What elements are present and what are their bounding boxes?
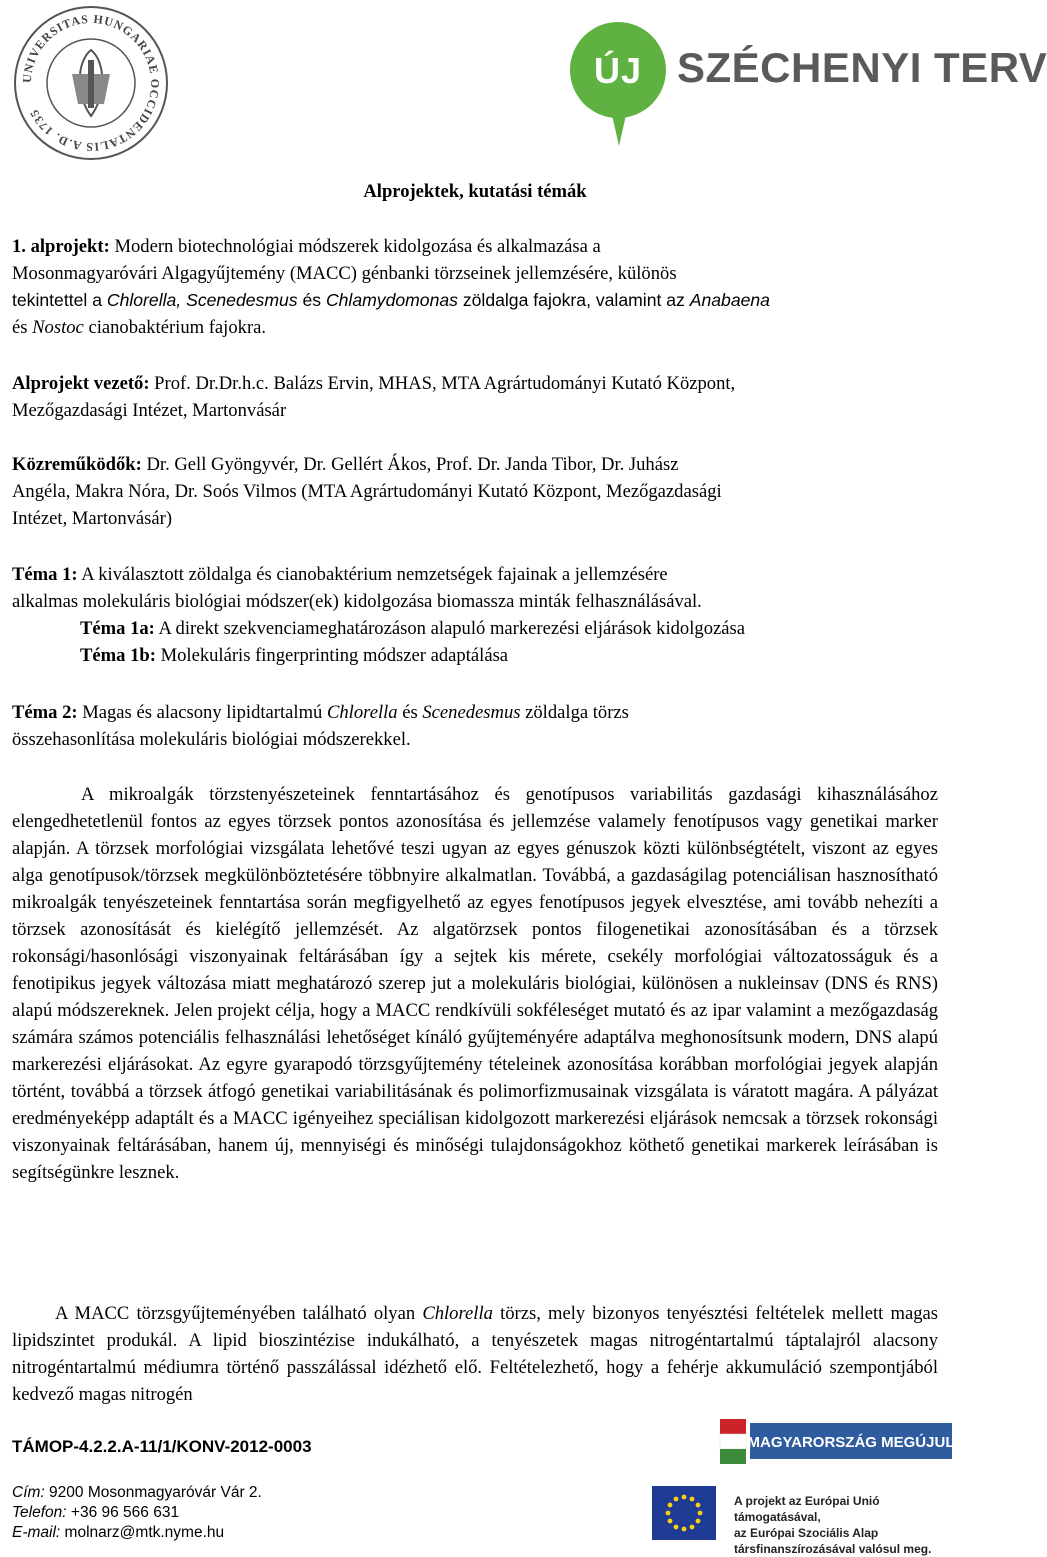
topic-1-block: [12, 561, 938, 669]
page-title: Alprojektek, kutatási témák: [363, 181, 587, 202]
body-paragraph: A mikroalgák törzstenyészeteinek fenntartásához és genotípusos variabilitás gazdasági kihasználásához elengedhetetlenül fontos az egyes törzsek pontos azonosítása és jellemzése valamely fenotípusos vagy genetikai marker alapján. A törzsek morfológiai vizsgálata lehetővé teszi ugyan az egyes génuszok közti különbségtételt, viszont az egyes alga genotípusok/törzsek megkülönböztetésére többnyire alkalmatlan. Továbbá, a gazdaságilag potenciálisan hasznosítható mikroalgák tenyészeteinek fenntartása során megfigyelhető az egyes fenotípusos jegyek elvesztése, ami tovább nehezíti a törzsek azonosítását és kielégítő jellemzését. Az algatörzsek pontos filogenetikai azonosításában és a törzsek rokonsági/hasonlósági viszonyainak feltárásában így a sejtek kis mérete, csekély morfológiai változatosságuk és a fenotipikus jegyek változása miatt meghatározó szerep jut a molekuláris biológiai, különösen a nukleinsav (DNS és RNS) alapú módszereknek. Jelen projekt célja, hogy a MACC rendkívüli sokféleséget mutató és az ipar valamint a mezőgazdaság számára számos potenciális felhasználási lehetőséget kínáló gyűjteményére adaptálva meghonosítsunk modern, DNS alapú markerezési eljárásokat. Az egyre gyarapodó törzsgyűjtemény tételeinek azonosítása korábban morfológiai jegyek alapján történt, továbbá a törzsek átfogó genetikai variabilitásának és polimorfizmusainak vizsgálata is váratott magára. A pályázat eredményeképp adaptált és a MACC igényeihez speciálisan kidolgozott markerezési eljárások nemcsak a törzsek rokonsági viszonyainak feltárásában, hanem új, mennyiségi és minőségi tulajdonságokhoz köthető genetikai markerek leírásában is segítségünkre lesznek.: [12, 784, 938, 1183]
subproject-label: 1. alprojekt:: [12, 236, 110, 257]
species-name: Chlorella: [326, 702, 398, 723]
topic-2-label: Téma 2:: [12, 702, 78, 723]
topic-1a-text: A direkt szekvenciameghatározáson alapuló markerezési eljárások kidolgozása: [154, 618, 745, 639]
phone-value: +36 96 566 631: [66, 1504, 180, 1521]
topic-1-text: A kiválasztott zöldalga és cianobaktérium nemzetségek fajainak a jellemzésére: [77, 564, 668, 585]
topic-1-label: Téma 1:: [12, 564, 78, 585]
text-run: és: [12, 317, 33, 338]
text-run: zöldalga fajokra, valamint az: [457, 290, 690, 310]
collaborators-label: Közreműködők:: [12, 454, 142, 475]
szechenyi-terv-logo: [565, 10, 1047, 160]
eu-support-text: [734, 1493, 960, 1557]
species-name: Chlorella, Scenedesmus: [106, 290, 298, 310]
collaborators-text: Intézet, Martonvásár): [12, 508, 173, 529]
leader-label: Alprojekt vezető:: [12, 373, 150, 394]
magyarorszag-megujul-banner: [720, 1417, 955, 1467]
project-code: TÁMOP-4.2.2.A-11/1/KONV-2012-0003: [12, 1437, 312, 1456]
eu-support-line: A projekt az Európai Unió támogatásával,: [734, 1494, 880, 1524]
szechenyi-uj-text: ÚJ: [593, 50, 643, 91]
university-seal-text: UNIVERSITAS HUNGARIAE OCCIDENTALIS A.D. 1735: [19, 11, 163, 155]
text-run: cianobaktérium fajokra.: [83, 317, 267, 338]
species-name: Chlamydomonas: [325, 290, 458, 310]
szechenyi-terv-text: SZÉCHENYI TERV: [677, 44, 1047, 91]
topic-2-text: összehasonlítása molekuláris biológiai módszerekkel.: [12, 729, 411, 750]
email-link[interactable]: molnarz@mtk.nyme.hu: [60, 1524, 225, 1541]
text-run: tekintettel a: [12, 290, 107, 310]
location-pin-icon: [570, 22, 666, 118]
leader-text: Mezőgazdasági Intézet, Martonvásár: [12, 400, 287, 421]
university-seal-logo: [12, 4, 170, 162]
phone-label: Telefon:: [12, 1504, 67, 1521]
text-run: és: [297, 290, 326, 310]
banner-text: MAGYARORSZÁG MEGÚJUL: [747, 1434, 955, 1451]
address-label: Cím:: [12, 1484, 45, 1501]
text-run: és: [397, 702, 423, 723]
address-value: 9200 Mosonmagyaróvár Vár 2.: [44, 1484, 262, 1501]
topic-1-text: alkalmas molekuláris biológiai módszer(ek) kidolgozása biomassza minták felhasználásával.: [12, 591, 702, 612]
text-run: Magas és alacsony lipidtartalmú: [77, 702, 327, 723]
topic-1b-text: Molekuláris fingerprinting módszer adaptálása: [155, 645, 509, 666]
collaborators-text: Angéla, Makra Nóra, Dr. Soós Vilmos (MTA Agrártudományi Kutató Központ, Mezőgazdasági: [12, 481, 722, 502]
topic-1b-label: Téma 1b:: [80, 645, 156, 666]
leader-block: [12, 370, 938, 424]
body-paragraph: [12, 1300, 938, 1408]
subproject-block: [12, 233, 938, 341]
species-name: Anabaena: [689, 290, 770, 310]
text-run: törzs, mely bizonyos tenyésztési feltételek mellett magas lipidszintet produkál. A lipid bioszintézise indukálható, a tenyészetek magas nitrogéntartalmú táptalajról alacsony nitrogéntartalmú médiumra történő passzálással idézhető elő. Feltételezhető, hogy a fehérje akkumuláció szempontjából kedvező magas nitrogén: [12, 1303, 938, 1405]
subproject-line: Mosonmagyaróvári Algagyűjtemény (MACC) génbanki törzseinek jellemzésére, különös: [12, 263, 677, 284]
species-name: Chlorella: [422, 1303, 493, 1324]
text-run: zöldalga törzs: [520, 702, 629, 723]
eu-flag-icon: [652, 1486, 716, 1540]
topic-1a-label: Téma 1a:: [80, 618, 155, 639]
species-name: Nostoc: [32, 317, 84, 338]
email-label: E-mail:: [12, 1524, 61, 1541]
collaborators-text: Dr. Gell Gyöngyvér, Dr. Gellért Ákos, Prof. Dr. Janda Tibor, Dr. Juhász: [141, 454, 679, 475]
species-name: Scenedesmus: [422, 702, 521, 723]
eu-support-line: társfinanszírozásával valósul meg.: [734, 1542, 932, 1556]
subproject-line: Modern biotechnológiai módszerek kidolgozása és alkalmazása a: [114, 236, 601, 257]
topic-2-block: [12, 699, 938, 753]
collaborators-block: [12, 451, 938, 532]
eu-support-line: az Európai Szociális Alap: [734, 1526, 879, 1540]
leader-text: Prof. Dr.Dr.h.c. Balázs Ervin, MHAS, MTA Agrártudományi Kutató Központ,: [149, 373, 736, 394]
contact-block: [12, 1483, 262, 1543]
text-run: A MACC törzsgyűjteményében található olyan: [55, 1303, 423, 1324]
